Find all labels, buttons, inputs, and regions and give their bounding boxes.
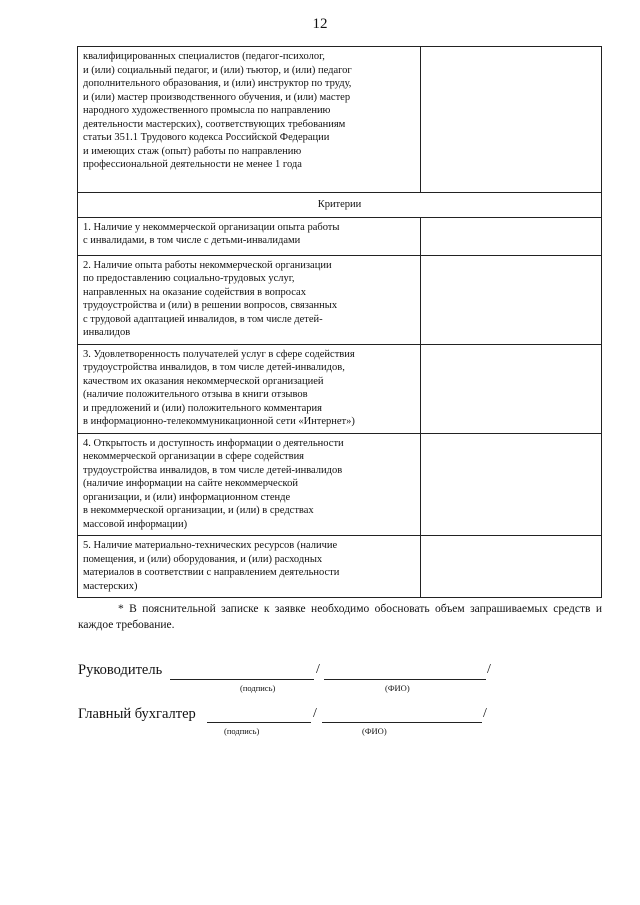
head-signature-caption: (подпись) bbox=[240, 683, 276, 693]
table-row bbox=[78, 536, 602, 598]
table-cell-text: 4. Открытость и доступность информации о деятельности некоммерческой организации в сфере содействия трудоустройства инвалидов, в том числе детей-инвалидов (наличие информации на сайте некоммерческой организации, и (или) информационном стенде в некоммерческой организации, и (или) в средствах массовой информации) bbox=[78, 433, 421, 536]
separator-slash: / bbox=[316, 662, 320, 677]
accountant-name-caption: (ФИО) bbox=[362, 726, 387, 736]
table-cell-value bbox=[421, 344, 602, 433]
table-cell-value bbox=[421, 255, 602, 344]
table-cell-value bbox=[421, 217, 602, 255]
accountant-signature-line bbox=[207, 722, 311, 723]
table-header-row bbox=[78, 193, 602, 218]
table-cell-value bbox=[421, 433, 602, 536]
table-cell-text: 3. Удовлетворенность получателей услуг в сфере содействия трудоустройства инвалидов, в том числе детей-инвалидов, качеством их оказания некоммерческой организацией (наличие положительного отзыва в книги отзывов и предложений и (или) положительного комментария в информационно-телекоммуникационной сети «Интернет») bbox=[78, 344, 421, 433]
table-row bbox=[78, 217, 602, 255]
separator-slash: / bbox=[483, 706, 487, 721]
head-signature-line bbox=[170, 679, 314, 680]
table-row bbox=[78, 344, 602, 433]
table-cell-text: квалифицированных специалистов (педагог-психолог, и (или) социальный педагог, и (или) тьютор, и (или) педагог дополнительного образования, и (или) инструктор по труду, и (или) мастер производственного обучения, и (или) мастер народного художественного промысла по направлению деятельности мастерских), соответствующих требованиям статьи 351.1 Трудового кодекса Российской Федерации и имеющих стаж (опыт) работы по направлению профессиональной деятельности не менее 1 года bbox=[78, 47, 421, 193]
footnote: * В пояснительной записке к заявке необходимо обосновать объем запрашиваемых средств и каждое требование. bbox=[78, 603, 602, 631]
accountant-name-line bbox=[322, 722, 482, 723]
head-name-line bbox=[324, 679, 486, 680]
head-name-caption: (ФИО) bbox=[385, 683, 410, 693]
head-label: Руководитель bbox=[78, 662, 163, 678]
table-cell-text: 5. Наличие материально-технических ресурсов (наличие помещения, и (или) оборудования, и (или) расходных материалов в соответствии с направлением деятельности мастерских) bbox=[78, 536, 421, 598]
separator-slash: / bbox=[313, 706, 317, 721]
table-cell-text: 1. Наличие у некоммерческой организации опыта работы с инвалидами, в том числе с детьми-инвалидами bbox=[78, 217, 421, 255]
table-cell-text: 2. Наличие опыта работы некоммерческой организации по предоставлению социально-трудовых услуг, направленных на оказание содействия в вопросах трудоустройства и (или) в решении вопросов, связанных с трудовой адаптацией инвалидов, в том числе детей- инвалидов bbox=[78, 255, 421, 344]
table-cell-value bbox=[421, 536, 602, 598]
table-cell-value bbox=[421, 47, 602, 193]
table-row bbox=[78, 433, 602, 536]
accountant-label: Главный бухгалтер bbox=[78, 706, 196, 722]
table-row bbox=[78, 255, 602, 344]
table-row bbox=[78, 47, 602, 193]
separator-slash: / bbox=[487, 662, 491, 677]
accountant-signature-caption: (подпись) bbox=[224, 726, 260, 736]
page-number: 12 bbox=[312, 16, 328, 32]
criteria-table bbox=[77, 46, 602, 598]
criteria-header: Критерии bbox=[78, 193, 602, 218]
